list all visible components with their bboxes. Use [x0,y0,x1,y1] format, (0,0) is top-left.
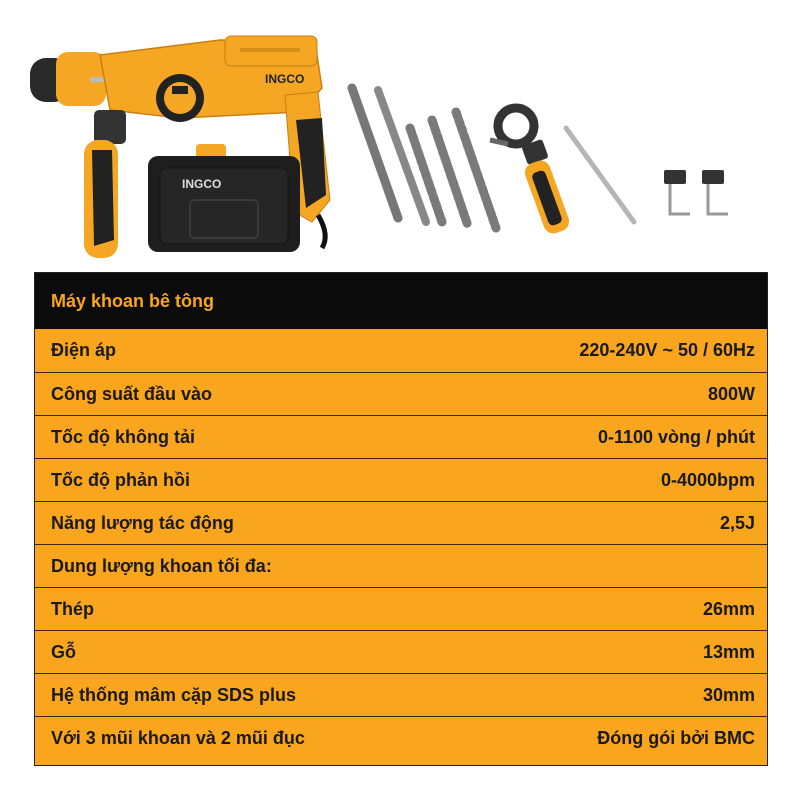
spec-row [35,630,767,673]
spec-label: Hệ thống mâm cặp SDS plus [51,684,297,705]
spec-header [35,273,767,329]
spec-value: 2,5J [719,512,755,533]
spec-label: Thép [51,598,94,619]
depth-rod-image [566,128,634,222]
spec-value: 0-4000bpm [660,469,755,490]
spec-label: Công suất đầu vào [51,383,213,404]
spec-value: 26mm [702,598,755,619]
spec-title: Máy khoan bê tông [51,290,215,311]
spec-label: Năng lượng tác động [51,512,234,533]
spec-value: 800W [707,383,755,404]
spec-label: Tốc độ không tải [51,426,195,447]
spec-value: 13mm [702,641,755,662]
spec-value: 30mm [702,684,755,705]
drill-logo: INGCO [265,72,305,86]
spec-value: 220-240V ~ 50 / 60Hz [579,340,755,360]
spec-row [35,372,767,415]
spec-row [35,716,767,759]
carbon-brush-images [664,170,728,214]
spec-label: Dung lượng khoan tối đa: [51,555,272,576]
case-logo: INGCO [182,177,222,191]
spec-row [35,329,767,372]
spec-label: Điện áp [51,340,117,360]
spec-row [35,673,767,716]
spec-value: 0-1100 vòng / phút [597,426,755,447]
carry-case-image [148,144,300,252]
spec-label: Gỗ [51,641,76,662]
product-image [0,0,800,270]
spec-row [35,587,767,630]
spec-row [35,501,767,544]
spec-label: Tốc độ phản hồi [51,469,190,490]
spec-row [35,544,767,587]
spec-label: Với 3 mũi khoan và 2 mũi đục [51,727,305,748]
spec-table [34,272,768,766]
spec-value: Đóng gói bởi BMC [597,727,755,748]
spec-row [35,415,767,458]
spec-row [35,458,767,501]
side-handle-image [490,108,572,236]
